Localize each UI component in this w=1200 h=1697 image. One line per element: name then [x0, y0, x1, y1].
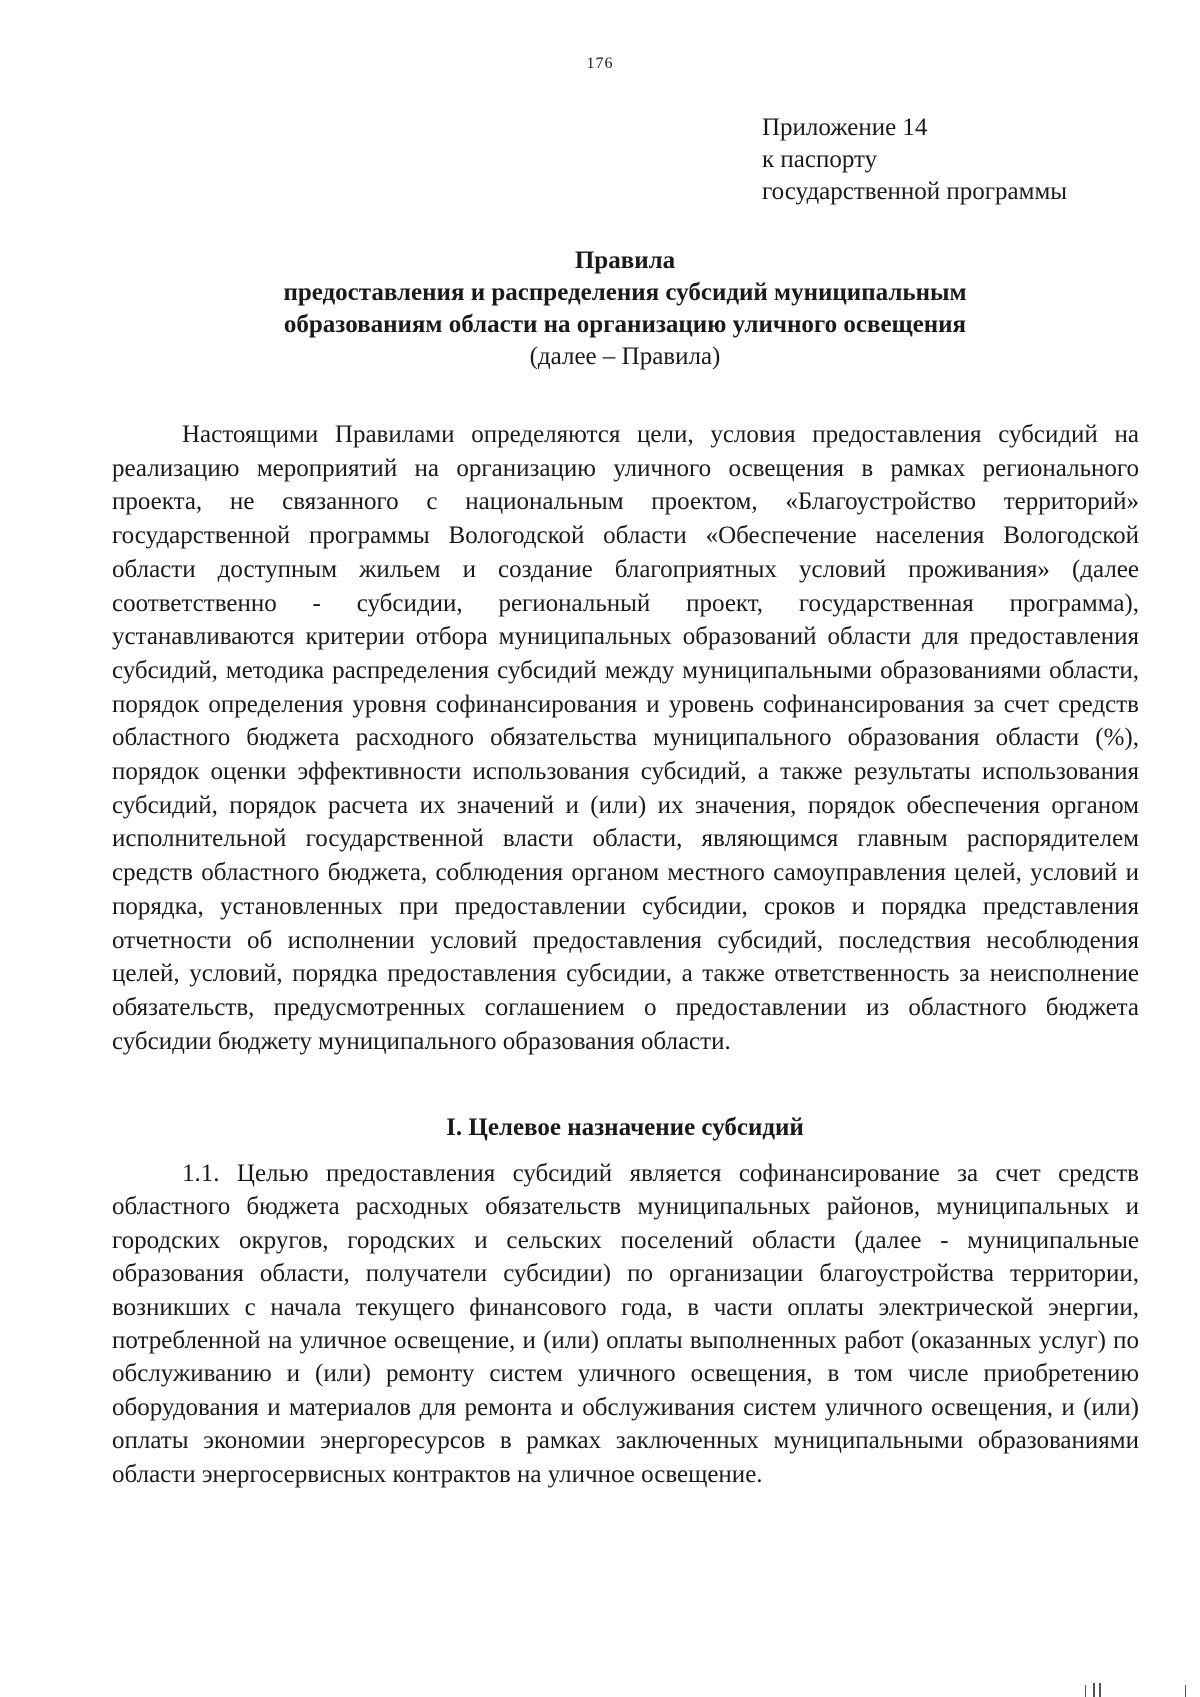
- appendix-line-1: Приложение 14: [762, 114, 928, 141]
- section-1-heading: I. Целевое назначение субсидий: [446, 1114, 804, 1141]
- title-line-3: образованиям области на организацию уличного освещения: [283, 311, 967, 338]
- scan-artifact: [1099, 1683, 1101, 1697]
- appendix-line-3: государственной программы: [762, 178, 1068, 205]
- intro-paragraph: Настоящими Правилами определяются цели, условия предоставления субсидий на реализацию мероприятий на организацию уличного освещения в рамках регионального проекта, не связанного с национальным проектом, «Благоустройство территорий» государственной программы Вологодской области «Обеспечение населения Вологодской области доступным жильем и создание благоприятных условий проживания» (далее соответственно - субсидии, региональный проект, государственная программа), устанавливаются критерии отбора муниципальных образований области для предоставления субсидий, методика распределения субсидий между муниципальными образованиями области, порядок определения уровня софинансирования и уровень софинансирования за счет средств областного бюджета расходного обязательства муниципального образования области (%), порядок оценки эффективности использования субсидий, а также результаты использования субсидий, порядок расчета их значений и (или) их значения, порядок обеспечения органом исполнительной государственной власти области, являющимся главным распорядителем средств областного бюджета, соблюдения органом местного самоуправления целей, условий и порядка, установленных при предоставлении субсидии, сроков и порядка представления отчетности об исполнении условий предоставления субсидий, последствия несоблюдения целей, условий, порядка предоставления субсидии, а также ответственность за неисполнение обязательств, предусмотренных соглашением о предоставлении из областного бюджета субсидии бюджету муниципального образования области.: [112, 421, 1139, 1055]
- intro-section: [112, 418, 1139, 1058]
- paragraph-1-1: 1.1. Целью предоставления субсидий является софинансирование за счет средств областного бюджета расходных обязательств муниципальных районов, муниципальных и городских округов, городских и сельских поселений области (далее - муниципальные образования области, получатели субсидии) по организации благоустройства территории, возникших с начала текущего финансового года, в части оплаты электрической энергии, потребленной на уличное освещение, и (или) оплаты выполненных работ (оказанных услуг) по обслуживанию и (или) ремонту систем уличного освещения, в том числе приобретению оборудования и материалов для ремонта и обслуживания систем уличного освещения, и (или) оплаты экономии энергоресурсов в рамках заключенных муниципальными образованиями области энергосервисных контрактов на уличное освещение.: [112, 1160, 1139, 1488]
- title-line-1: Правила: [574, 247, 676, 274]
- page-number: 176: [586, 55, 614, 72]
- title-line-4: (далее – Правила): [529, 343, 721, 370]
- title-line-2: предоставления и распределения субсидий муниципальным: [283, 279, 967, 306]
- document-title: [110, 245, 1140, 373]
- appendix-reference: [762, 112, 1067, 208]
- appendix-line-2: к паспорту: [762, 146, 878, 173]
- scan-artifact: [1093, 1683, 1095, 1697]
- scan-artifact: [1085, 1685, 1086, 1697]
- scan-artifact: [1185, 1685, 1186, 1697]
- section-1-body: [112, 1157, 1139, 1491]
